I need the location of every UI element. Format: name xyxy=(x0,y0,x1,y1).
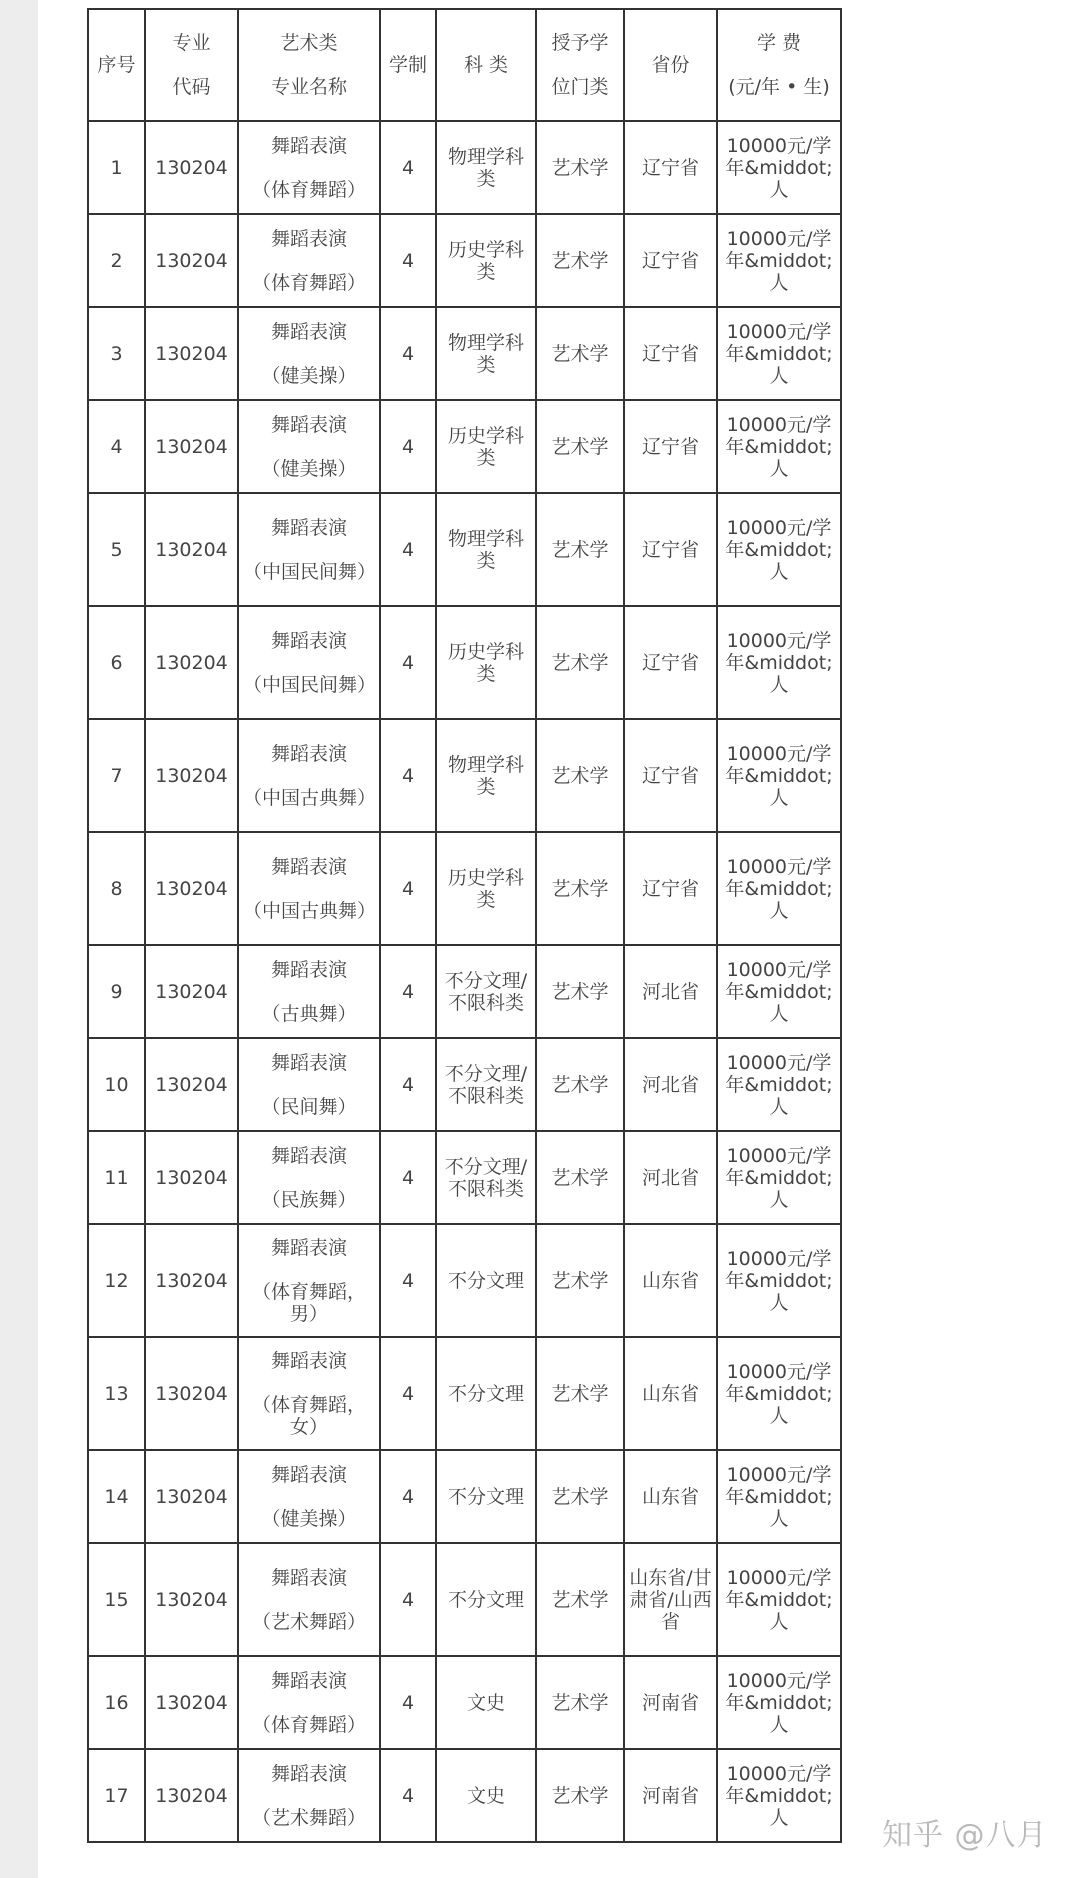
major-name-line: 舞蹈表演 xyxy=(270,1669,347,1692)
table-row xyxy=(88,606,841,719)
tuition-cell: 10000元/学年&middot;人 xyxy=(717,832,841,945)
index-cell: 14 xyxy=(88,1450,145,1543)
duration-cell: 4 xyxy=(380,1450,436,1543)
duration-cell: 4 xyxy=(380,1749,436,1842)
admissions-table xyxy=(87,8,842,1843)
major-name-cell xyxy=(238,214,380,307)
major-code-cell: 130204 xyxy=(145,493,238,606)
category-cell: 历史学科类 xyxy=(436,400,536,493)
degree-cell: 艺术学 xyxy=(536,1656,624,1749)
degree-cell: 艺术学 xyxy=(536,1749,624,1842)
table-row xyxy=(88,214,841,307)
tuition-cell: 10000元/学年&middot;人 xyxy=(717,945,841,1038)
tuition-cell: 10000元/学年&middot;人 xyxy=(717,606,841,719)
index-cell: 1 xyxy=(88,121,145,214)
index-cell: 7 xyxy=(88,719,145,832)
major-code-cell: 130204 xyxy=(145,214,238,307)
tuition-cell: 10000元/学年&middot;人 xyxy=(717,719,841,832)
table-row xyxy=(88,1749,841,1842)
category-cell: 不分文理/不限科类 xyxy=(436,945,536,1038)
major-name-cell xyxy=(238,307,380,400)
degree-cell: 艺术学 xyxy=(536,1543,624,1656)
major-name-cell xyxy=(238,1131,380,1224)
duration-cell: 4 xyxy=(380,1656,436,1749)
province-cell: 河南省 xyxy=(624,1749,717,1842)
province-cell: 辽宁省 xyxy=(624,121,717,214)
header-major-code: 专业 代码 xyxy=(145,9,238,121)
major-name-line: 舞蹈表演 xyxy=(270,227,347,250)
major-name-line: 舞蹈表演 xyxy=(270,516,347,539)
major-code-cell: 130204 xyxy=(145,719,238,832)
duration-cell: 4 xyxy=(380,1131,436,1224)
category-cell: 历史学科类 xyxy=(436,214,536,307)
header-major-name: 艺术类 专业名称 xyxy=(238,9,380,121)
major-name-line: 舞蹈表演 xyxy=(270,134,347,157)
province-cell: 山东省 xyxy=(624,1224,717,1337)
tuition-cell: 10000元/学年&middot;人 xyxy=(717,121,841,214)
table-row xyxy=(88,1337,841,1450)
category-cell: 物理学科类 xyxy=(436,307,536,400)
header-duration: 学制 xyxy=(380,9,436,121)
major-name-line: 舞蹈表演 xyxy=(270,320,347,343)
degree-cell: 艺术学 xyxy=(536,1131,624,1224)
major-name-line: 舞蹈表演 xyxy=(270,1051,347,1074)
index-cell: 3 xyxy=(88,307,145,400)
table-row xyxy=(88,1038,841,1131)
major-direction-line: （健美操） xyxy=(261,364,357,387)
tuition-cell: 10000元/学年&middot;人 xyxy=(717,400,841,493)
major-code-cell: 130204 xyxy=(145,606,238,719)
duration-cell: 4 xyxy=(380,1038,436,1131)
major-name-cell xyxy=(238,1656,380,1749)
major-name-line: 舞蹈表演 xyxy=(270,855,347,878)
major-direction-line: （民族舞） xyxy=(261,1188,357,1211)
table-row xyxy=(88,1543,841,1656)
major-name-cell xyxy=(238,719,380,832)
category-cell: 文史 xyxy=(436,1749,536,1842)
index-cell: 17 xyxy=(88,1749,145,1842)
major-direction-line: （体育舞蹈） xyxy=(251,271,366,294)
major-name-cell xyxy=(238,606,380,719)
category-cell: 不分文理 xyxy=(436,1450,536,1543)
degree-cell: 艺术学 xyxy=(536,945,624,1038)
tuition-cell: 10000元/学年&middot;人 xyxy=(717,307,841,400)
index-cell: 15 xyxy=(88,1543,145,1656)
degree-cell: 艺术学 xyxy=(536,400,624,493)
table-row xyxy=(88,1131,841,1224)
degree-cell: 艺术学 xyxy=(536,121,624,214)
category-cell: 历史学科类 xyxy=(436,606,536,719)
tuition-cell: 10000元/学年&middot;人 xyxy=(717,1543,841,1656)
major-name-cell xyxy=(238,945,380,1038)
duration-cell: 4 xyxy=(380,1543,436,1656)
major-code-cell: 130204 xyxy=(145,1131,238,1224)
major-name-cell xyxy=(238,1749,380,1842)
province-cell: 山东省 xyxy=(624,1337,717,1450)
index-cell: 5 xyxy=(88,493,145,606)
degree-cell: 艺术学 xyxy=(536,606,624,719)
table-row xyxy=(88,719,841,832)
degree-cell: 艺术学 xyxy=(536,1038,624,1131)
major-direction-line: （体育舞蹈） xyxy=(251,178,366,201)
major-name-line: 舞蹈表演 xyxy=(270,1762,347,1785)
degree-cell: 艺术学 xyxy=(536,1224,624,1337)
duration-cell: 4 xyxy=(380,606,436,719)
tuition-cell: 10000元/学年&middot;人 xyxy=(717,214,841,307)
province-cell: 河北省 xyxy=(624,945,717,1038)
tuition-cell: 10000元/学年&middot;人 xyxy=(717,1224,841,1337)
index-cell: 10 xyxy=(88,1038,145,1131)
table-row xyxy=(88,945,841,1038)
province-cell: 辽宁省 xyxy=(624,214,717,307)
table-row xyxy=(88,1224,841,1337)
table-row xyxy=(88,307,841,400)
table-row xyxy=(88,400,841,493)
degree-cell: 艺术学 xyxy=(536,832,624,945)
index-cell: 2 xyxy=(88,214,145,307)
duration-cell: 4 xyxy=(380,719,436,832)
category-cell: 不分文理 xyxy=(436,1337,536,1450)
duration-cell: 4 xyxy=(380,400,436,493)
table-row xyxy=(88,1656,841,1749)
major-name-cell xyxy=(238,1543,380,1656)
major-code-cell: 130204 xyxy=(145,1224,238,1337)
province-cell: 辽宁省 xyxy=(624,606,717,719)
major-direction-line: （体育舞蹈，男） xyxy=(251,1280,366,1325)
duration-cell: 4 xyxy=(380,832,436,945)
degree-cell: 艺术学 xyxy=(536,493,624,606)
category-cell: 历史学科类 xyxy=(436,832,536,945)
major-name-cell xyxy=(238,1337,380,1450)
duration-cell: 4 xyxy=(380,493,436,606)
major-direction-line: （中国民间舞） xyxy=(243,673,377,696)
header-tuition: 学 费 (元/年 • 生) xyxy=(717,9,841,121)
major-name-line: 舞蹈表演 xyxy=(270,1236,347,1259)
major-name-line: 舞蹈表演 xyxy=(270,958,347,981)
degree-cell: 艺术学 xyxy=(536,1337,624,1450)
major-code-cell: 130204 xyxy=(145,1337,238,1450)
tuition-cell: 10000元/学年&middot;人 xyxy=(717,1131,841,1224)
province-cell: 辽宁省 xyxy=(624,493,717,606)
index-cell: 8 xyxy=(88,832,145,945)
index-cell: 4 xyxy=(88,400,145,493)
major-direction-line: （中国古典舞） xyxy=(243,899,377,922)
table-row xyxy=(88,121,841,214)
major-name-cell xyxy=(238,1450,380,1543)
major-name-cell xyxy=(238,121,380,214)
tuition-cell: 10000元/学年&middot;人 xyxy=(717,1656,841,1749)
duration-cell: 4 xyxy=(380,1224,436,1337)
degree-cell: 艺术学 xyxy=(536,307,624,400)
province-cell: 河北省 xyxy=(624,1038,717,1131)
duration-cell: 4 xyxy=(380,121,436,214)
major-code-cell: 130204 xyxy=(145,1656,238,1749)
table-row xyxy=(88,1450,841,1543)
degree-cell: 艺术学 xyxy=(536,719,624,832)
watermark: 知乎 @八月 xyxy=(882,1818,1048,1853)
duration-cell: 4 xyxy=(380,307,436,400)
tuition-cell: 10000元/学年&middot;人 xyxy=(717,1450,841,1543)
major-name-cell xyxy=(238,400,380,493)
category-cell: 物理学科类 xyxy=(436,121,536,214)
major-code-cell: 130204 xyxy=(145,945,238,1038)
index-cell: 6 xyxy=(88,606,145,719)
major-direction-line: （艺术舞蹈） xyxy=(251,1806,366,1829)
index-cell: 11 xyxy=(88,1131,145,1224)
category-cell: 不分文理 xyxy=(436,1543,536,1656)
left-margin-strip xyxy=(0,0,38,1878)
major-direction-line: （体育舞蹈，女） xyxy=(251,1393,366,1438)
province-cell: 辽宁省 xyxy=(624,307,717,400)
major-name-cell xyxy=(238,493,380,606)
major-direction-line: （体育舞蹈） xyxy=(251,1713,366,1736)
index-cell: 12 xyxy=(88,1224,145,1337)
index-cell: 16 xyxy=(88,1656,145,1749)
province-cell: 辽宁省 xyxy=(624,832,717,945)
header-province: 省份 xyxy=(624,9,717,121)
tuition-cell: 10000元/学年&middot;人 xyxy=(717,1749,841,1842)
degree-cell: 艺术学 xyxy=(536,214,624,307)
major-direction-line: （艺术舞蹈） xyxy=(251,1610,366,1633)
major-name-line: 舞蹈表演 xyxy=(270,1349,347,1372)
major-name-line: 舞蹈表演 xyxy=(270,413,347,436)
province-cell: 山东省/甘肃省/山西省 xyxy=(624,1543,717,1656)
category-cell: 物理学科类 xyxy=(436,493,536,606)
major-direction-line: （健美操） xyxy=(261,1507,357,1530)
header-degree: 授予学 位门类 xyxy=(536,9,624,121)
header-index: 序号 xyxy=(88,9,145,121)
major-direction-line: （中国民间舞） xyxy=(243,560,377,583)
category-cell: 不分文理/不限科类 xyxy=(436,1131,536,1224)
category-cell: 物理学科类 xyxy=(436,719,536,832)
major-direction-line: （古典舞） xyxy=(261,1002,357,1025)
table-row xyxy=(88,493,841,606)
major-name-cell xyxy=(238,832,380,945)
major-name-line: 舞蹈表演 xyxy=(270,742,347,765)
duration-cell: 4 xyxy=(380,214,436,307)
header-category: 科 类 xyxy=(436,9,536,121)
major-code-cell: 130204 xyxy=(145,1038,238,1131)
major-code-cell: 130204 xyxy=(145,1450,238,1543)
province-cell: 辽宁省 xyxy=(624,719,717,832)
category-cell: 不分文理/不限科类 xyxy=(436,1038,536,1131)
index-cell: 13 xyxy=(88,1337,145,1450)
major-direction-line: （健美操） xyxy=(261,457,357,480)
duration-cell: 4 xyxy=(380,1337,436,1450)
major-code-cell: 130204 xyxy=(145,121,238,214)
province-cell: 山东省 xyxy=(624,1450,717,1543)
major-name-line: 舞蹈表演 xyxy=(270,1566,347,1589)
major-name-line: 舞蹈表演 xyxy=(270,1463,347,1486)
major-direction-line: （民间舞） xyxy=(261,1095,357,1118)
province-cell: 河南省 xyxy=(624,1656,717,1749)
index-cell: 9 xyxy=(88,945,145,1038)
major-code-cell: 130204 xyxy=(145,832,238,945)
table-header-row xyxy=(88,9,841,121)
major-code-cell: 130204 xyxy=(145,1749,238,1842)
tuition-cell: 10000元/学年&middot;人 xyxy=(717,493,841,606)
degree-cell: 艺术学 xyxy=(536,1450,624,1543)
category-cell: 不分文理 xyxy=(436,1224,536,1337)
major-direction-line: （中国古典舞） xyxy=(243,786,377,809)
category-cell: 文史 xyxy=(436,1656,536,1749)
province-cell: 辽宁省 xyxy=(624,400,717,493)
major-name-line: 舞蹈表演 xyxy=(270,1144,347,1167)
duration-cell: 4 xyxy=(380,945,436,1038)
tuition-cell: 10000元/学年&middot;人 xyxy=(717,1337,841,1450)
province-cell: 河北省 xyxy=(624,1131,717,1224)
major-name-cell xyxy=(238,1224,380,1337)
tuition-cell: 10000元/学年&middot;人 xyxy=(717,1038,841,1131)
major-code-cell: 130204 xyxy=(145,307,238,400)
major-code-cell: 130204 xyxy=(145,1543,238,1656)
major-code-cell: 130204 xyxy=(145,400,238,493)
table-row xyxy=(88,832,841,945)
major-name-cell xyxy=(238,1038,380,1131)
major-name-line: 舞蹈表演 xyxy=(270,629,347,652)
